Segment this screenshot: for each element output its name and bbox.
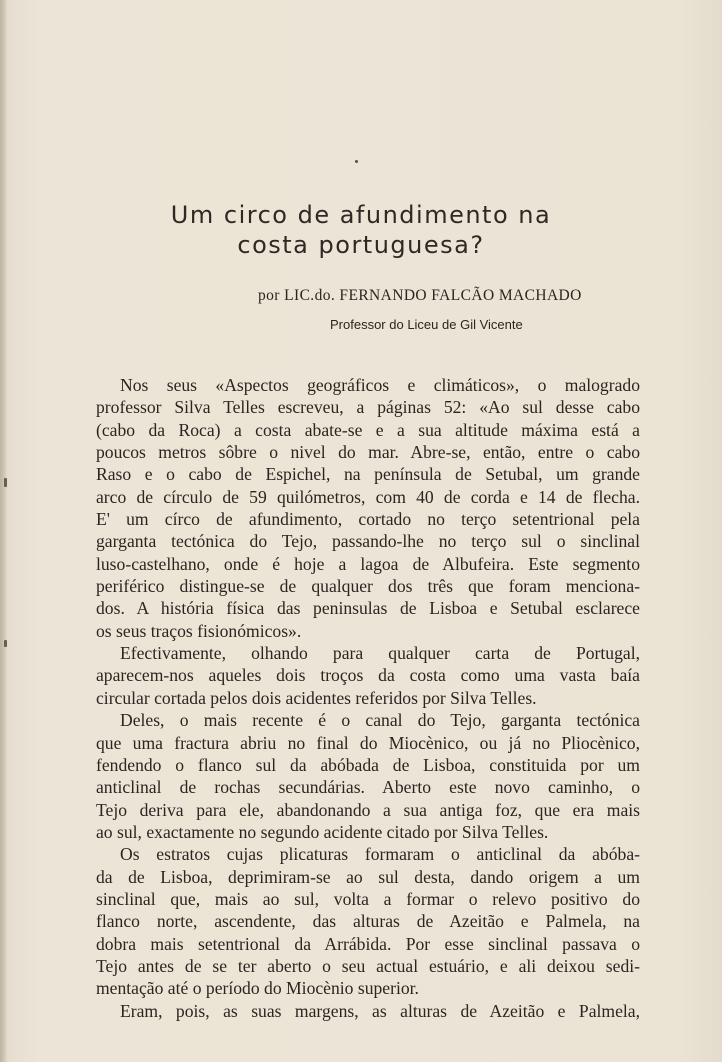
text-line: Os estratos cujas plicaturas formaram o anticlinal da abóba- xyxy=(120,844,640,865)
text-line: mentação até o período do Miocènio superior. xyxy=(96,978,419,999)
text-line: Raso e o cabo de Espichel, na península de Setubal, um grande xyxy=(96,464,640,485)
text-line: Eram, pois, as suas margens, as alturas de Azeitão e Palmela, xyxy=(120,1000,640,1021)
text-line: dobra mais setentrional da Arrábida. Por esse sinclinal passava o xyxy=(96,933,640,954)
text-line: arco de círculo de 59 quilómetros, com 40 de corda e 14 de flecha. xyxy=(96,486,640,507)
paragraph xyxy=(96,1000,640,1022)
text-line: anticlinal de rochas secundárias. Aberto este novo caminho, o xyxy=(96,777,640,798)
title-line: Um circo de afundimento na xyxy=(170,201,552,229)
margin-mark xyxy=(4,478,7,487)
text-line: Efectivamente, olhando para qualquer carta de Portugal, xyxy=(120,643,640,664)
text-line: Nos seus «Aspectos geográficos e climáticos», o malogrado xyxy=(120,375,640,395)
text-line: ao sul, exactamente no segundo acidente citado por Silva Telles. xyxy=(96,821,549,842)
text-line: periférico distingue-se de qualquer dos três que foram menciona- xyxy=(96,576,640,597)
text-line: garganta tectónica do Tejo, passando-lhe no terço sul o sinclinal xyxy=(96,531,640,552)
text-line: que uma fractura abriu no final do Miocènico, ou já no Pliocènico, xyxy=(96,732,640,753)
text-line: Tejo deriva para ele, abandonando a sua antiga foz, que era mais xyxy=(96,799,640,820)
article-title xyxy=(0,200,722,260)
text-line: os seus traços fisionómicos». xyxy=(96,620,302,641)
paragraph xyxy=(96,843,640,999)
text-line: professor Silva Telles escreveu, a páginas 52: «Ao sul desse cabo xyxy=(96,397,640,418)
margin-mark xyxy=(4,640,7,647)
text-line: Tejo antes de se ter aberto o seu actual estuário, e ali deixou sedi- xyxy=(96,955,640,976)
article-body xyxy=(96,374,640,1022)
text-line: da de Lisboa, deprimiram-se ao sul desta, dando origem a um xyxy=(96,866,640,887)
paragraph xyxy=(96,374,640,642)
text-line: fendendo o flanco sul da abóbada de Lisboa, constituida por um xyxy=(96,754,640,775)
paragraph xyxy=(96,709,640,843)
author-affiliation: Professor do Liceu de Gil Vicente xyxy=(330,317,523,332)
paragraph xyxy=(96,642,640,709)
title-line: costa portuguesa? xyxy=(237,231,485,259)
page-binding-edge xyxy=(0,0,6,1062)
text-line: flanco norte, ascendente, das alturas de Azeitão e Palmela, na xyxy=(96,911,640,932)
text-line: luso-castelhano, onde é hoje a lagoa de Albufeira. Este segmento xyxy=(96,553,640,574)
text-line: (cabo da Roca) a costa abate-se e a sua altitude máxima está a xyxy=(96,419,640,440)
text-line: E' um círco de afundimento, cortado no terço setentrional pela xyxy=(96,509,640,530)
text-line: aparecem-nos aqueles dois troços da costa como uma vasta baía xyxy=(96,665,640,686)
text-line: circular cortada pelos dois acidentes referidos por Silva Telles. xyxy=(96,687,537,708)
text-line: sinclinal que, mais ao sul, volta a formar o relevo positivo do xyxy=(96,888,640,909)
author-byline: por LIC.do. FERNANDO FALCÃO MACHADO xyxy=(258,287,582,304)
ink-speck xyxy=(355,160,358,163)
text-line: poucos metros sôbre o nivel do mar. Abre-se, então, entre o cabo xyxy=(96,442,640,463)
text-line: Deles, o mais recente é o canal do Tejo, garganta tectónica xyxy=(120,710,640,731)
text-line: dos. A história física das peninsulas de Lisboa e Setubal esclarece xyxy=(96,598,640,619)
